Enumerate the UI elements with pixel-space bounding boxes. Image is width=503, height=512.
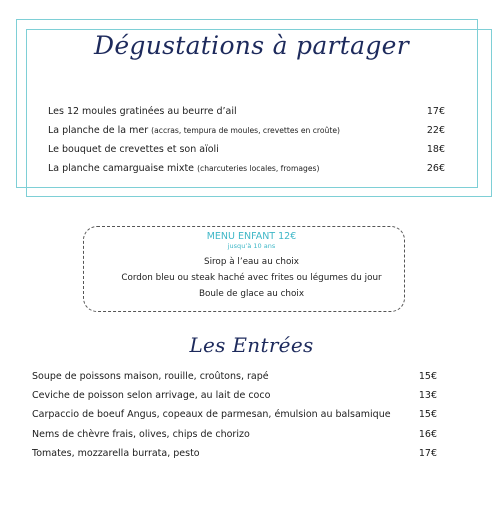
menu-item [48,106,237,117]
menu-item-price: 17€ [418,448,437,459]
menu-item-name: La planche camarguaise mixte [48,163,195,174]
menu-item: Nems de chèvre frais, olives, chips de chorizo [32,429,250,440]
menu-item-price: 13€ [418,390,437,401]
kids-menu-subtitle: jusqu’à 10 ans [227,242,276,250]
menu-item-price: 15€ [418,409,437,420]
menu-item [48,144,219,155]
menu-item [48,163,319,174]
kids-menu-title: MENU ENFANT 12€ [206,231,297,242]
menu-item-name: Le bouquet de crevettes et son aïoli [48,144,219,155]
menu-item: Ceviche de poisson selon arrivage, au lait de coco [32,390,271,401]
kids-menu-item: Sirop à l’eau au choix [203,257,300,267]
menu-item-price: 17€ [426,106,445,117]
menu-item: Soupe de poissons maison, rouille, croûtons, rapé [32,371,269,382]
menu-item-price: 22€ [426,125,445,136]
menu-item-note: (charcuteries locales, fromages) [197,164,320,173]
menu-item-name: La planche de la mer [48,125,149,136]
menu-item-price: 26€ [426,163,445,174]
menu-item-price: 15€ [418,371,437,382]
section-title-degustations: Dégustations à partager [93,31,409,60]
menu-item-price: 16€ [418,429,437,440]
menu-item-name: Les 12 moules gratinées au beurre d’ail [48,106,237,117]
menu-item: Carpaccio de boeuf Angus, copeaux de parmesan, émulsion au balsamique [32,409,391,420]
kids-menu-item: Boule de glace au choix [198,289,305,299]
menu-item: Tomates, mozzarella burrata, pesto [32,448,200,459]
section-title-entrees: Les Entrées [189,333,314,357]
menu-item [48,125,340,136]
menu-item-note: (accras, tempura de moules, crevettes en croûte) [151,126,340,135]
menu-item-price: 18€ [426,144,445,155]
kids-menu-item: Cordon bleu ou steak haché avec frites ou légumes du jour [121,273,382,283]
